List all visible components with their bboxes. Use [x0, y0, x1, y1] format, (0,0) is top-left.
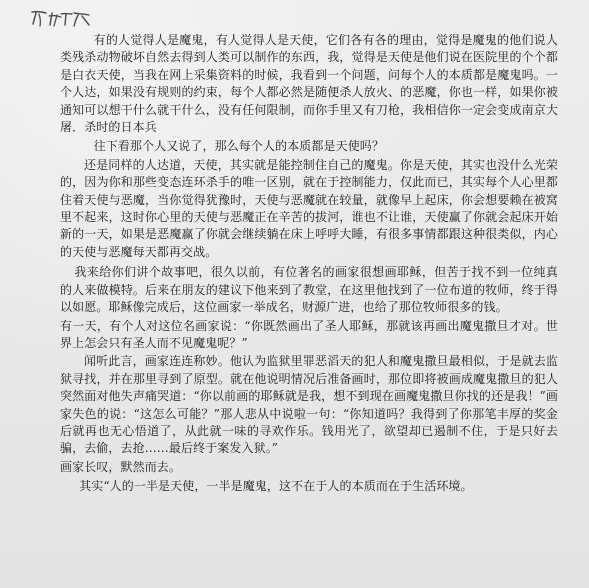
paragraph-question: 往下看那个人又说了，那么每个人的本质都是天使吗？	[93, 139, 384, 154]
document-body	[60, 32, 558, 496]
paragraph-story-start: 我来给你们讲个故事吧，很久以前，有位著名的画家很想画耶稣，但苦于找不到一位纯真的人来做模特。后来在朋友的建议下他来到了教堂，在这里他找到了一位布道的牧师，终于得以如愿。耶稣像完成后，这位画家一举成名，财源广进，也给了那位牧师很多的钱。	[60, 265, 558, 315]
paragraph-conclusion: 其实“人的一半是天使，一半是魔鬼，这不在于人的本质而在于生活环境。	[79, 479, 473, 494]
paragraph-opening: 有的人觉得人是魔鬼，有人觉得人是天使，它们各有各的理由，觉得是魔鬼的他们说人类残杀动物破坏自然去得到人类可以制作的东西，我，觉得是天使是他们说在医院里的个个都是白衣天使，当我在网上采集资料的时候，我看到一个问题，问每个人的本质都是魔鬼吗。一个人达，如果没有规则的约束，每个人都必然是随便杀人放火、的恶魔，你也一样，如果你被通知可以想干什么就干什么，没有任何限制，而你手里又有刀枪，我相信你一定会变成南京大屠．杀时的日本兵	[60, 33, 558, 135]
paragraph-dialogue: 有一天，有个人对这位名画家说：“你既然画出了圣人耶稣，那就该再画出魔鬼撒旦才对。世界上怎会只有圣人而不见魔鬼呢？”	[60, 318, 558, 350]
paragraph-angel-definition: 还是同样的人达道，天使，其实就是能控制住自己的魔鬼。你是天使，其实也没什么光荣的，因为你和那些变态连环杀手的唯一区别，就在于控制能力，仅此而已，其实每个人心里都住着天使与恶魔，当你觉得犹豫时，天使与恶魔就在较量，就像早上起床，你会想要赖在被窝里不起来，这时你心里的天使与恶魔正在辛苦的拔河，谁也不让谁，天使赢了你就会起床开始新的一天，如果是恶魔赢了你就会继续躺在床上呼呼大睡，有很多事情都跟这种很类似，内心的天使与恶魔每天都再交战。	[60, 157, 558, 259]
handwritten-signature	[26, 6, 96, 30]
paragraph-story-continue: 闻听此言，画家连连称妙。他认为监狱里罪恶滔天的犯人和魔鬼撒旦最相似，于是就去监狱寻找，并在那里寻到了原型。就在他说明情况后准备画时，那位即将被画成魔鬼撒旦的犯人突然面对他失声痛哭道：“你以前画的耶稣就是我，想不到现在画魔鬼撒旦你找的还是我！”画家失色的说：“这怎么可能？”那人悲从中说啦一句：“你知道吗？我得到了你那笔丰厚的奖金后就再也无心悟道了，从此就一味的寻欢作乐。钱用光了，欲望却已遏制不住，于是只好去骗，去偷，去抢……最后终于案发入狱。”	[60, 354, 558, 456]
paragraph-painter-leaves: 画家长叹，默然而去。	[60, 459, 182, 474]
